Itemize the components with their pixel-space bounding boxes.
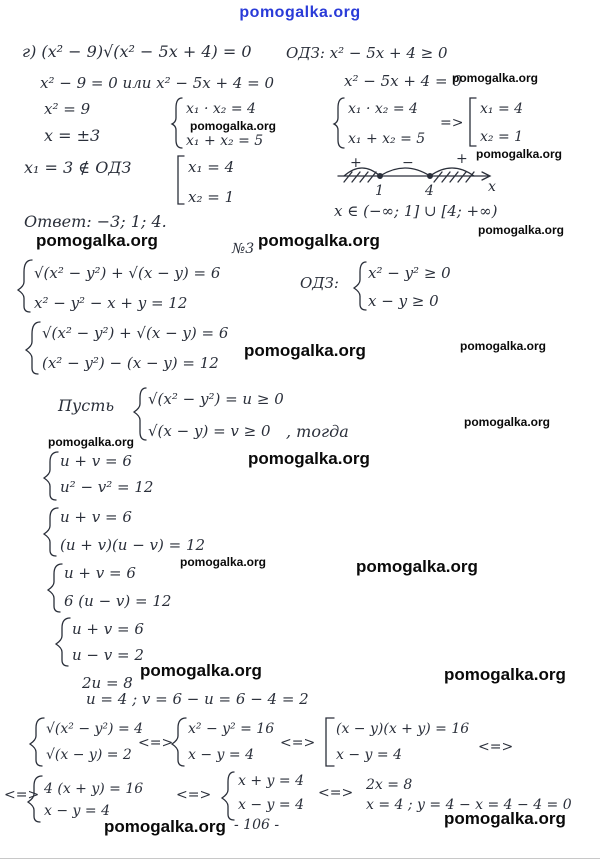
final6-eq1: 2x = 8 [366, 777, 413, 793]
bracket-f3 [326, 718, 334, 766]
final2-eq2: x − y = 4 [188, 747, 254, 763]
brace-odz2 [354, 262, 366, 310]
axis-label-x: x [488, 179, 496, 195]
watermark: pomogalka.org [190, 119, 277, 133]
substitution-u: √(x² − y²) = u ≥ 0 [148, 390, 284, 408]
bracket-sol [178, 156, 184, 204]
equiv-arrow-6: <=> [318, 785, 354, 801]
page-number: - 106 - [234, 817, 280, 833]
u-v-values: u = 4 ; v = 6 − u = 6 − 4 = 2 [86, 690, 309, 708]
watermark: pomogalka.org [444, 665, 566, 684]
hatch-left [344, 172, 376, 182]
watermark: pomogalka.org [460, 339, 547, 353]
watermark: pomogalka.org [476, 147, 563, 161]
equiv-arrow-2: <=> [280, 735, 316, 751]
odz2-label: ОДЗ: [300, 274, 339, 292]
uv-system2-eq1: u + v = 6 [60, 508, 132, 526]
uv-system1-eq2: u² − v² = 12 [60, 478, 154, 496]
two-u-eq: 2u = 8 [82, 674, 133, 692]
site-header[interactable]: pomogalka.org [239, 4, 361, 21]
system1-eq1: √(x² − y²) + √(x − y) = 6 [34, 264, 221, 282]
brace-f2 [172, 718, 186, 766]
brace-vieta1 [172, 98, 182, 148]
sign-arc-3 [430, 168, 474, 176]
watermark: pomogalka.org [104, 817, 226, 836]
brace-f5 [222, 772, 234, 820]
final1-eq2: √(x − y) = 2 [46, 747, 132, 763]
odz2-cond1: x² − y² ≥ 0 [368, 264, 451, 282]
x-plus-minus-3: x = ±3 [44, 126, 101, 145]
problem-number-3: №3 [232, 241, 255, 257]
watermark: pomogalka.org [464, 415, 551, 429]
watermark: pomogalka.org [258, 231, 380, 250]
final4-eq2: x − y = 4 [44, 803, 110, 819]
final2-eq1: x² − y² = 16 [188, 721, 275, 737]
watermark: pomogalka.org [356, 557, 478, 576]
vieta1-product: x₁ · x₂ = 4 [186, 101, 256, 117]
uv-system1-eq1: u + v = 6 [60, 452, 132, 470]
solution-x1: x₁ = 4 [188, 158, 235, 176]
point-1 [378, 174, 383, 179]
substitution-v: √(x − y) = v ≥ 0 [148, 422, 271, 440]
final3-eq1: (x − y)(x + y) = 16 [336, 721, 470, 737]
x1-not-in-odz: x₁ = 3 ∉ ОДЗ [24, 158, 132, 177]
final4-eq1: 4 (x + y) = 16 [44, 781, 144, 797]
sign-plus-right: + [456, 151, 468, 167]
vieta1-sum: x₁ + x₂ = 5 [186, 133, 264, 149]
final1-eq1: √(x² − y²) = 4 [46, 721, 144, 737]
vieta2-sum: x₁ + x₂ = 5 [348, 131, 426, 147]
watermark: pomogalka.org [36, 231, 158, 250]
system2-eq1: √(x² − y²) + √(x − y) = 6 [42, 324, 229, 342]
implies-arrow: => [440, 115, 464, 131]
system2-eq2: (x² − y²) − (x − y) = 12 [42, 354, 219, 372]
watermark: pomogalka.org [248, 449, 370, 468]
watermark: pomogalka.org [478, 223, 565, 237]
final3-eq2: x − y = 4 [336, 747, 402, 763]
equiv-arrow-1: <=> [138, 735, 174, 751]
uv-system4-eq2: u − v = 2 [72, 646, 144, 664]
let-word: Пусть [58, 396, 115, 415]
point-label-4: 4 [425, 183, 434, 199]
odz-heading: ОДЗ: x² − 5x + 4 ≥ 0 [286, 44, 448, 62]
interval-solution: x ∈ (−∞; 1] ∪ [4; +∞) [334, 202, 498, 220]
bracket-roots-right [470, 98, 476, 146]
final6-eq2: x = 4 ; y = 4 − x = 4 − 4 = 0 [366, 797, 572, 813]
brace-sys1 [18, 260, 32, 312]
uv-system2-eq2: (u + v)(u − v) = 12 [60, 536, 206, 554]
brace-s4 [44, 508, 58, 556]
watermark: pomogalka.org [444, 809, 566, 828]
then-word: , тогда [286, 422, 349, 441]
final5-eq2: x − y = 4 [238, 797, 304, 813]
root-x2-1: x₂ = 1 [480, 129, 524, 145]
uv-system3-eq2: 6 (u − v) = 12 [64, 592, 172, 610]
odz2-cond2: x − y ≥ 0 [368, 292, 439, 310]
vieta2-product: x₁ · x₂ = 4 [348, 101, 418, 117]
watermark: pomogalka.org [48, 435, 135, 449]
g-equation: г) (x² − 9)√(x² − 5x + 4) = 0 [22, 42, 252, 61]
watermark: pomogalka.org [140, 661, 262, 680]
brace-s6 [56, 618, 70, 666]
brace-vieta2 [334, 98, 344, 148]
system1-eq2: x² − y² − x + y = 12 [34, 294, 188, 312]
sign-plus-left: + [350, 155, 362, 171]
brace-sys2 [26, 322, 40, 374]
uv-system3-eq1: u + v = 6 [64, 564, 136, 582]
page-bottom-edge [0, 858, 600, 859]
sign-minus-middle: − [402, 155, 414, 171]
or-line: x² − 9 = 0 или x² − 5x + 4 = 0 [40, 74, 275, 92]
hatch-right [434, 172, 474, 182]
answer-line: Ответ: −3; 1; 4. [24, 212, 167, 231]
watermark: pomogalka.org [180, 555, 267, 569]
watermark: pomogalka.org [452, 71, 539, 85]
brace-let [134, 388, 146, 440]
x-squared-9: x² = 9 [44, 100, 91, 118]
point-4 [428, 174, 433, 179]
brace-s3 [44, 452, 58, 500]
equiv-arrow-4: <=> [4, 787, 40, 803]
odz-equation: x² − 5x + 4 = 0 [344, 72, 462, 90]
brace-s5 [48, 564, 62, 612]
root-x1-4: x₁ = 4 [480, 101, 524, 117]
equiv-arrow-5: <=> [176, 787, 212, 803]
equiv-arrow-3: <=> [478, 739, 514, 755]
watermark: pomogalka.org [244, 341, 366, 360]
solution-x2: x₂ = 1 [188, 188, 235, 206]
brace-f1 [30, 718, 44, 766]
uv-system4-eq1: u + v = 6 [72, 620, 144, 638]
final5-eq1: x + y = 4 [238, 773, 304, 789]
point-label-1: 1 [375, 183, 384, 199]
